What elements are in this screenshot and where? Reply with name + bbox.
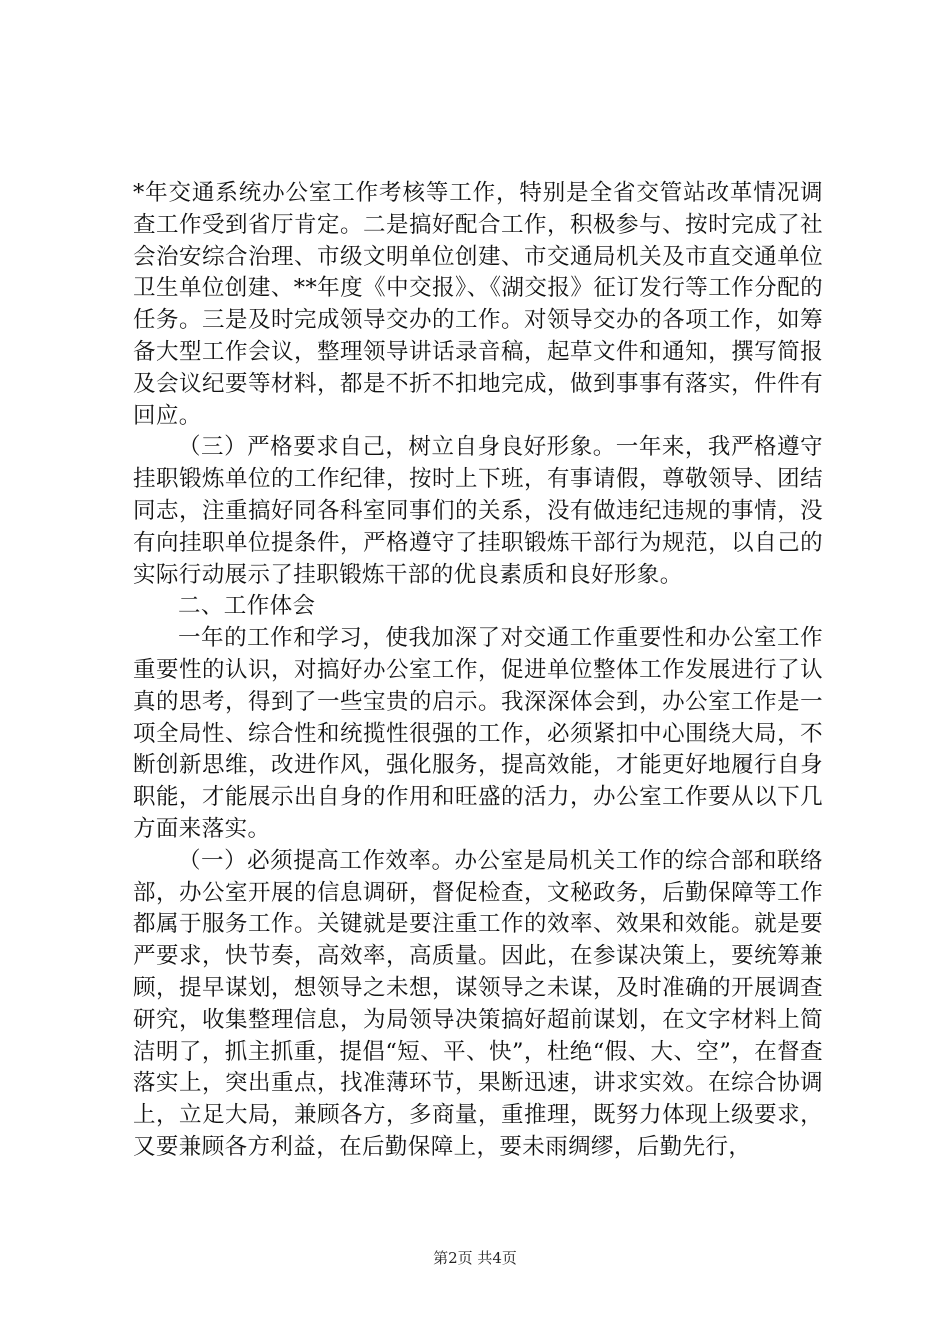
paragraph-efficiency: （一）必须提高工作效率。办公室是局机关工作的综合部和联络部，办公室开展的信息调研，督促检查，文秘政务，后勤保障等工作都属于服务工作。关键就是要注重工作的效率、效果和效能。就是要严要求，快节奏，高效率，高质量。因此，在参谋决策上，要统筹兼顾，提早谋划，想领导之未想，谋领导之未谋，及时准确的开展调查研究，收集整理信息，为局领导决策搞好超前谋划，在文字材料上简洁明了，抓主抓重，提倡“短、平、快”，杜绝“假、大、空”，在督查落实上，突出重点，找准薄环节，果断迅速，讲求实效。在综合协调上，立足大局，兼顾各方，多商量，重推理，既努力体现上级要求，又要兼顾各方利益，在后勤保障上，要未雨绸缪，后勤先行，	[133, 847, 823, 1160]
section-heading-work-experience: 二、工作体会	[178, 593, 316, 620]
paragraph-continuation: *年交通系统办公室工作考核等工作，特别是全省交管站改革情况调查工作受到省厅肯定。二是搞好配合工作，积极参与、按时完成了社会治安综合治理、市级文明单位创建、市交通局机关及市直交通单位卫生单位创建、**年度《中交报》、《湖交报》征订发行等工作分配的任务。三是及时完成领导交办的工作。对领导交办的各项工作，如筹备大型工作会议，整理领导讲话录音稿，起草文件和通知，撰写简报及会议纪要等材料，都是不折不扣地完成，做到事事有落实，件件有回应。	[133, 180, 823, 429]
document-body	[133, 178, 823, 1164]
paragraph-section-three: （三）严格要求自己，树立自身良好形象。一年来，我严格遵守挂职锻炼单位的工作纪律，按时上下班，有事请假，尊敬领导、团结同志，注重搞好同各科室同事们的关系，没有做违纪违规的事情，没有向挂职单位提条件，严格遵守了挂职锻炼干部行为规范，以自己的实际行动展示了挂职锻炼干部的优良素质和良好形象。	[133, 434, 823, 588]
page-footer: 第2页 共4页	[433, 1249, 517, 1267]
paragraph-work-experience-intro: 一年的工作和学习，使我加深了对交通工作重要性和办公室工作重要性的认识，对搞好办公室工作，促进单位整体工作发展进行了认真的思考，得到了一些宝贵的启示。我深深体会到，办公室工作是一项全局性、综合性和统揽性很强的工作，必须紧扣中心围绕大局，不断创新思维，改进作风，强化服务，提高效能，才能更好地履行自身职能，才能展示出自身的作用和旺盛的活力，办公室工作要从以下几方面来落实。	[133, 625, 823, 842]
